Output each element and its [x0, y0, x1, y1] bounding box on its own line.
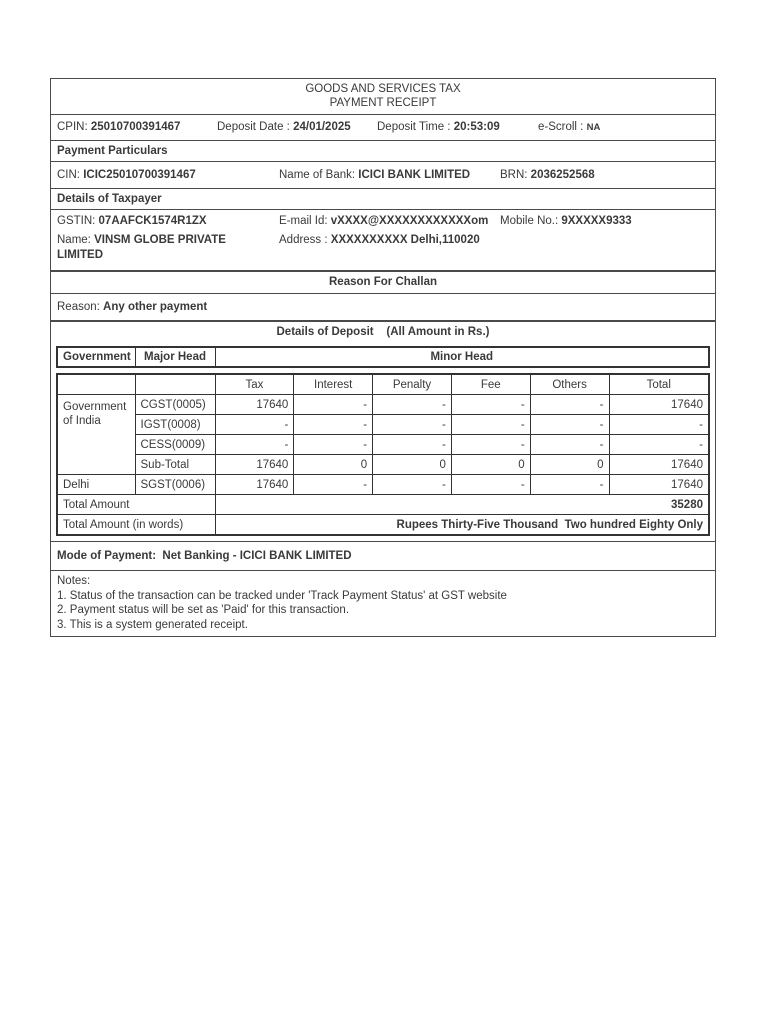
value-cell: - — [215, 415, 294, 435]
notes — [51, 571, 715, 636]
total-words-value: Rupees Thirty-Five Thousand Two hundred Eighty Only — [215, 515, 709, 536]
deposit-time-label: Deposit Time : — [377, 121, 454, 133]
taxpayer-name — [57, 234, 226, 246]
cpin-label: CPIN: — [57, 121, 91, 133]
government-of-india-cell: Government of India — [57, 395, 135, 475]
taxpayer-name-cont — [57, 249, 103, 261]
cpin-row — [51, 115, 715, 141]
value-cell: - — [294, 435, 373, 455]
head-table — [56, 346, 710, 368]
details-of-taxpayer-heading: Details of Taxpayer — [51, 189, 715, 210]
value-cell: - — [530, 435, 609, 455]
details-of-deposit-heading — [51, 322, 715, 343]
total-words-row — [57, 515, 709, 536]
header-title: GOODS AND SERVICES TAX — [305, 83, 461, 95]
col-header: Fee — [451, 374, 530, 395]
value-cell: - — [451, 475, 530, 495]
value-cell: - — [609, 415, 709, 435]
blank-cell — [135, 374, 215, 395]
value-cell: 0 — [294, 455, 373, 475]
mobile-label: Mobile No.: — [500, 215, 562, 227]
receipt-header — [51, 79, 715, 115]
header-subtitle: PAYMENT RECEIPT — [329, 97, 437, 109]
cin-value: ICIC25010700391467 — [83, 169, 196, 181]
value-cell: 0 — [451, 455, 530, 475]
brn-label: BRN: — [500, 169, 531, 181]
head-cell: SGST(0006) — [135, 475, 215, 495]
delhi-row — [57, 475, 709, 495]
payment-receipt — [50, 78, 716, 637]
value-cell: - — [215, 435, 294, 455]
subtotal-row — [57, 455, 709, 475]
value-cell: - — [530, 395, 609, 415]
value-cell: 17640 — [609, 475, 709, 495]
address-value: XXXXXXXXXX Delhi,110020 — [330, 234, 480, 246]
delhi-cell: Delhi — [57, 475, 135, 495]
value-cell: - — [373, 395, 452, 415]
value-cell: 0 — [530, 455, 609, 475]
head-cell: CGST(0005) — [135, 395, 215, 415]
col-header: Others — [530, 374, 609, 395]
name-value-cont: LIMITED — [57, 249, 103, 261]
deposit-date-label: Deposit Date : — [217, 121, 294, 133]
gstin — [57, 215, 207, 227]
value-cell: - — [373, 415, 452, 435]
deposit-table — [56, 373, 710, 536]
address — [279, 234, 480, 246]
note-item: 2. Payment status will be set as 'Paid' for this transaction. — [57, 604, 350, 616]
mode-of-payment: Mode of Payment: Net Banking - ICICI BANK LIMITED — [51, 542, 715, 571]
table-row — [57, 435, 709, 455]
value-cell: 17640 — [215, 455, 294, 475]
note-item: 3. This is a system generated receipt. — [57, 618, 248, 631]
major-head-heading: Major Head — [135, 347, 215, 367]
email-label: E-mail Id: — [279, 215, 331, 227]
gstin-value: 07AAFCK1574R1ZX — [98, 215, 207, 227]
value-cell: - — [609, 435, 709, 455]
email-value: vXXXX@XXXXXXXXXXXXom — [330, 215, 489, 227]
cin — [57, 169, 196, 181]
total-amount-value: 35280 — [215, 495, 709, 515]
value-cell: - — [530, 415, 609, 435]
address-label: Address : — [279, 234, 331, 246]
col-header: Tax — [215, 374, 294, 395]
value-cell: - — [451, 415, 530, 435]
value-cell: - — [451, 435, 530, 455]
name-value: VINSM GLOBE PRIVATE — [94, 234, 226, 246]
total-words-label: Total Amount (in words) — [57, 515, 215, 536]
mobile-value: 9XXXXX9333 — [561, 215, 632, 227]
deposit-header-text: Details of Deposit (All Amount in Rs.) — [276, 326, 490, 338]
deposit-tables — [51, 343, 715, 542]
table-row — [57, 395, 709, 415]
taxpayer-details — [51, 210, 715, 272]
value-cell: 17640 — [215, 395, 294, 415]
column-header-row — [57, 374, 709, 395]
reason-row — [51, 294, 715, 322]
head-cell: IGST(0008) — [135, 415, 215, 435]
value-cell: - — [530, 475, 609, 495]
reason-value: Any other payment — [103, 301, 208, 313]
value-cell: - — [373, 475, 452, 495]
value-cell: - — [451, 395, 530, 415]
cpin-value: 25010700391467 — [90, 121, 181, 133]
deposit-time-value: 20:53:09 — [453, 121, 500, 133]
escroll-label: e-Scroll : — [538, 121, 587, 133]
bank-name — [279, 169, 470, 181]
deposit-date-value: 24/01/2025 — [293, 121, 351, 133]
value-cell: - — [294, 415, 373, 435]
mobile — [500, 215, 632, 227]
blank-cell — [57, 374, 135, 395]
cpin — [57, 121, 180, 133]
total-amount-label: Total Amount — [57, 495, 215, 515]
government-heading: Government — [57, 347, 135, 367]
email — [279, 215, 488, 227]
reason-for-challan-heading: Reason For Challan — [51, 272, 715, 294]
payment-particulars-heading: Payment Particulars — [51, 141, 715, 162]
value-cell: 0 — [373, 455, 452, 475]
gstin-label: GSTIN: — [57, 215, 99, 227]
escroll — [538, 121, 600, 133]
value-cell: - — [294, 475, 373, 495]
col-header: Penalty — [373, 374, 452, 395]
minor-head-heading: Minor Head — [215, 347, 709, 367]
total-amount-row — [57, 495, 709, 515]
escroll-value: NA — [586, 122, 601, 133]
deposit-time — [377, 121, 500, 133]
cin-row — [51, 162, 715, 189]
col-header: Interest — [294, 374, 373, 395]
head-cell: CESS(0009) — [135, 435, 215, 455]
value-cell: 17640 — [215, 475, 294, 495]
head-cell: Sub-Total — [135, 455, 215, 475]
value-cell: - — [294, 395, 373, 415]
table-row — [57, 415, 709, 435]
bank-value: ICICI BANK LIMITED — [358, 169, 471, 181]
value-cell: 17640 — [609, 395, 709, 415]
brn-value: 2036252568 — [530, 169, 595, 181]
bank-label: Name of Bank: — [279, 169, 359, 181]
col-header: Total — [609, 374, 709, 395]
note-item: 1. Status of the transaction can be tracked under 'Track Payment Status' at GST website — [57, 589, 507, 602]
notes-title: Notes: — [57, 575, 91, 587]
brn — [500, 169, 595, 181]
value-cell: 17640 — [609, 455, 709, 475]
deposit-date — [217, 121, 351, 133]
reason-label: Reason: — [57, 301, 104, 313]
cin-label: CIN: — [57, 169, 84, 181]
value-cell: - — [373, 435, 452, 455]
name-label: Name: — [57, 234, 95, 246]
